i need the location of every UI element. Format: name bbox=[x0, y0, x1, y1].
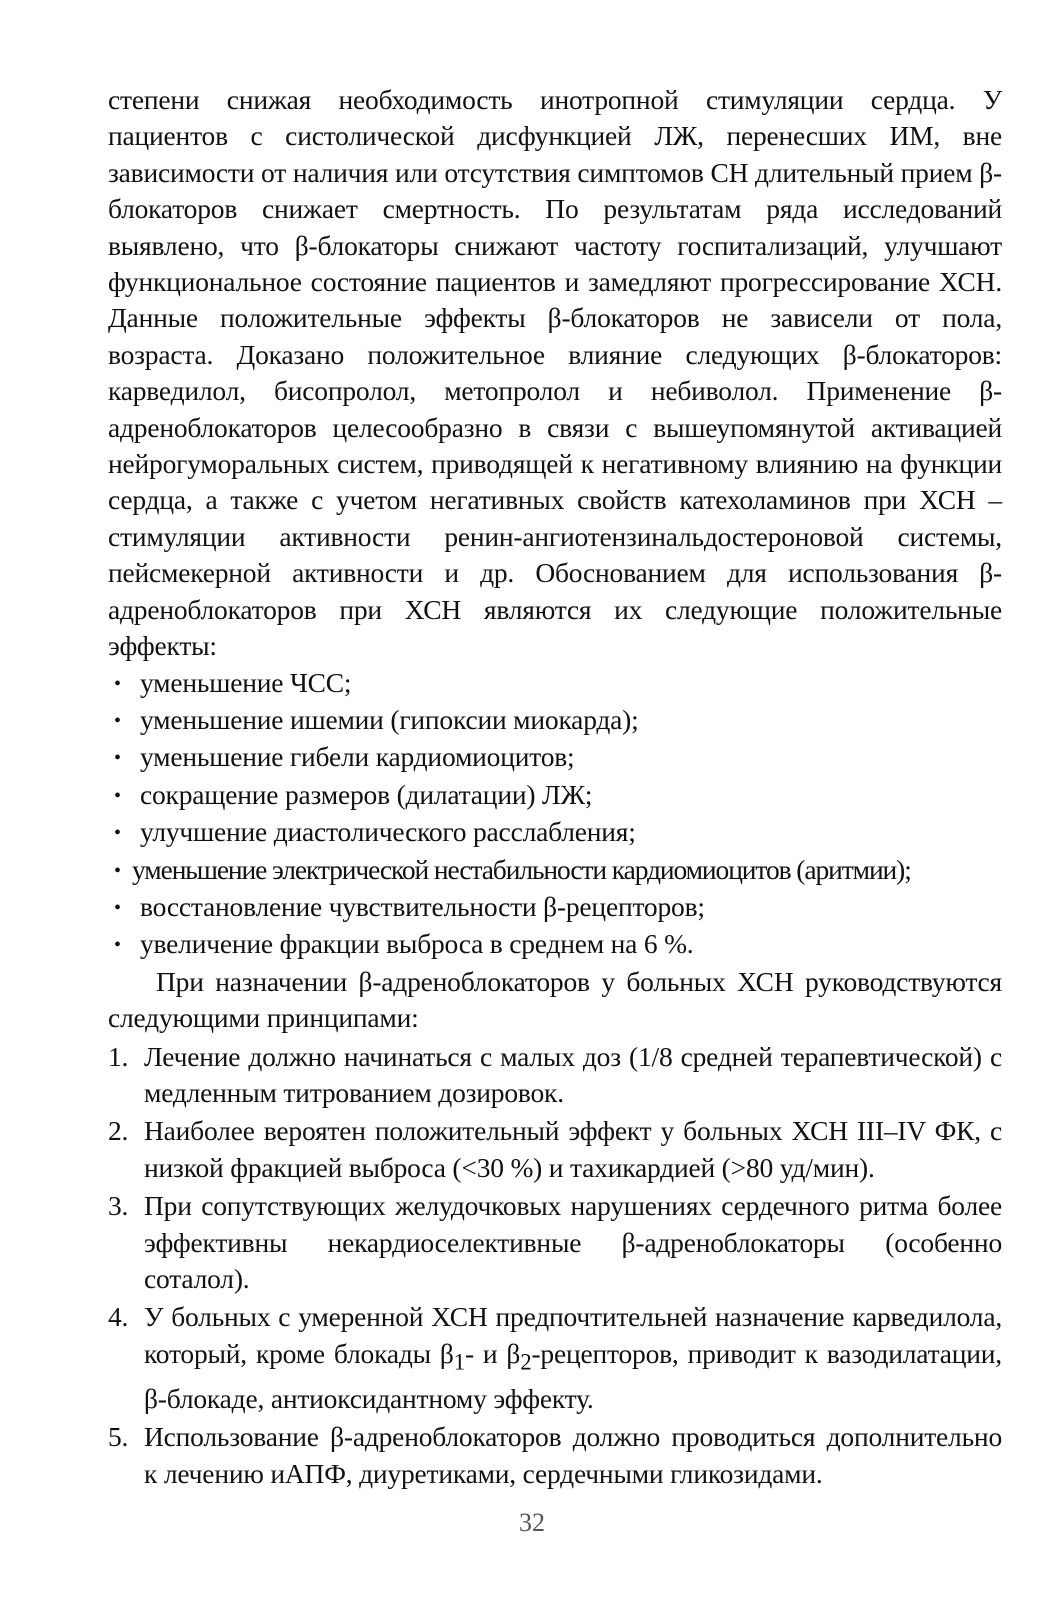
paragraph-principles-intro: При назначении β-адреноблокаторов у больных ХСН руководствуются следующими принципами: bbox=[108, 965, 1002, 1034]
item-number: 3. bbox=[108, 1190, 129, 1222]
list-item: • увеличение фракции выброса в среднем на 6 %. bbox=[114, 926, 1002, 963]
list-item: • уменьшение ишемии (гипоксии миокарда); bbox=[114, 702, 1002, 739]
bullet-icon: • bbox=[114, 896, 121, 919]
page-number: 32 bbox=[519, 1508, 545, 1537]
bullet-icon: • bbox=[114, 747, 121, 770]
list-item: • уменьшение гибели кардиомиоцитов; bbox=[114, 739, 1002, 776]
item-number: 2. bbox=[108, 1115, 129, 1147]
list-item: • восстановление чувствительности β-рецепторов; bbox=[114, 889, 1002, 926]
list-item: • уменьшение электрической нестабильности кардиомиоцитов (аритмии); bbox=[114, 852, 1002, 889]
bullet-icon: • bbox=[114, 934, 121, 957]
numbered-list-principles bbox=[108, 1039, 1002, 1492]
text-block bbox=[108, 82, 1002, 1492]
list-item: • улучшение диастолического расслабления; bbox=[114, 814, 1002, 851]
list-item: • сокращение размеров (дилатации) ЛЖ; bbox=[114, 777, 1002, 814]
paragraph-beta-blockers-effects: степени снижая необходимость инотропной стимуляции сердца. У пациентов с систолической дисфункцией ЛЖ, перенесших ИМ, вне зависимости от наличия или отсутствия симптомов СН длительный прием β-блокаторов снижает смертность. По результатам ряда исследований выявлено, что β-блокаторы снижают частоту госпитализаций, улучшают функциональное состояние пациентов и замедляют прогрессирование ХСН. Данные положительные эффекты β-блокаторов не зависели от пола, возраста. Доказано положительное влияние следующих β-блокаторов: карведилол, бисопролол, метопролол и небиволол. Применение β-адреноблокаторов целесообразно в связи с вышеупомянутой активацией нейрогуморальных систем, приводящей к негативному влиянию на функции сердца, а также с учетом негативных свойств катехоламинов при ХСН – стимуляции активности ренин-ангиотензинальдостероновой системы, пейсмекерной активности и др. Обоснованием для использования β-адреноблокаторов при ХСН являются их следующие положительные эффекты: bbox=[108, 84, 1002, 662]
bullet-icon: • bbox=[114, 822, 121, 845]
bullet-icon: • bbox=[114, 672, 121, 695]
numbered-item: 3. При сопутствующих желудочковых нарушениях сердечного ритма более эффективны некардиоселективные β-адреноблокаторы (особенно соталол). bbox=[108, 1190, 1002, 1294]
item-number: 5. bbox=[108, 1421, 129, 1453]
item-number: 4. bbox=[108, 1301, 129, 1333]
numbered-item: 4. У больных с умеренной ХСН предпочтительней назначение карведилола, который, кроме блокады $\beta_1-$ и $\beta_2$-рецепторов, приводит к вазодилатации, β-блокаде, антиоксидантному эффекту. bbox=[108, 1301, 1002, 1414]
bullet-icon: • bbox=[114, 784, 121, 807]
numbered-item: 5. Использование β-адреноблокаторов должно проводиться дополнительно к лечению иАПФ, диуретиками, сердечными гликозидами. bbox=[108, 1421, 1002, 1489]
bullet-list-positive-effects bbox=[108, 665, 1002, 964]
bullet-icon: • bbox=[114, 709, 121, 732]
item-number: 1. bbox=[108, 1040, 129, 1072]
numbered-item: 1. Лечение должно начинаться с малых доз (1/8 средней терапевтической) с медленным титрованием дозировок. bbox=[108, 1040, 1002, 1108]
numbered-item: 2. Наиболее вероятен положительный эффект у больных ХСН III–IV ФК, с низкой фракцией выброса (<30 %) и тахикардией (>80 уд/мин). bbox=[108, 1115, 1002, 1183]
list-item: • уменьшение ЧСС; bbox=[114, 665, 1002, 702]
bullet-icon: • bbox=[114, 859, 120, 882]
